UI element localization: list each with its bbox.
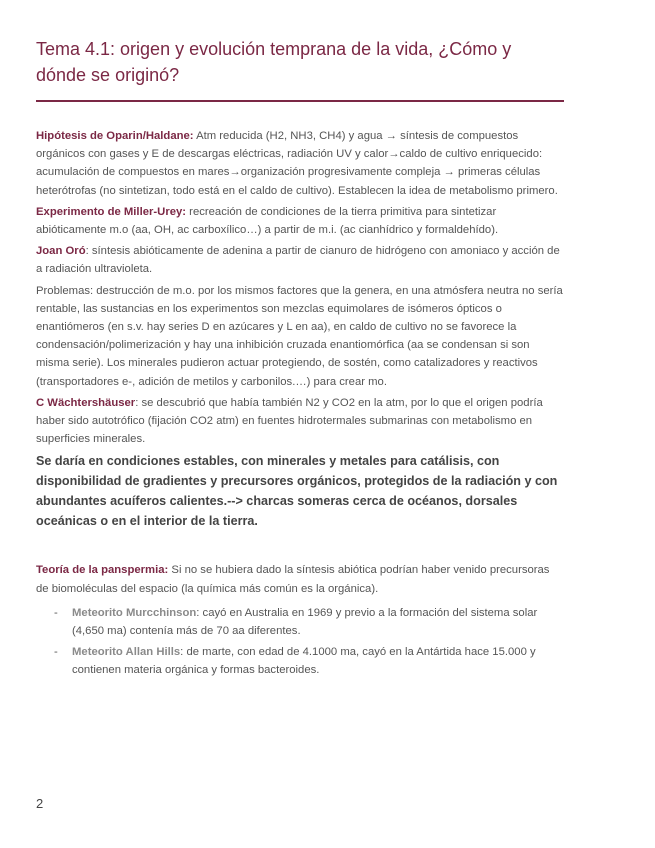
oro-text: : síntesis abióticamente de adenina a partir de cianuro de hidrógeno con amoniaco y acción de a radiación ultravioleta. bbox=[36, 245, 560, 276]
panspermia-heading: Teoría de la panspermia: bbox=[36, 564, 169, 577]
document-body bbox=[36, 127, 564, 683]
paragraph-conclusion: Se daría en condiciones estables, con minerales y metales para catálisis, con disponibilidad de gradientes y precursores orgánicos, protegidos de la radiación y con abundantes acuíferos calientes.--> charcas someras cerca de océanos, dorsales oceánicas o en el interior de la tierra. bbox=[36, 454, 558, 529]
list-item-meteorite-allan-hills bbox=[36, 643, 564, 679]
list-bullet: - bbox=[54, 646, 58, 659]
paragraph-panspermia bbox=[36, 561, 564, 597]
paragraph-oro bbox=[36, 242, 564, 278]
meteorite-name: Meteorito Murcchinson bbox=[72, 606, 197, 619]
paragraph-miller bbox=[36, 203, 564, 239]
meteorite-list bbox=[36, 604, 564, 680]
page-number: 2 bbox=[36, 796, 44, 811]
list-item-meteorite-murchison bbox=[36, 604, 564, 640]
oparin-heading: Hipótesis de Oparin/Haldane: bbox=[36, 130, 194, 142]
meteorite-name: Meteorito Allan Hills bbox=[72, 646, 181, 659]
meteorite-text: : cayó en Australia en 1969 y previo a la formación del sistema solar (4,650 ma) contenía más de 70 aa diferentes. bbox=[72, 606, 538, 638]
oro-heading: Joan Oró bbox=[36, 245, 86, 258]
meteorite-text: : de marte, con edad de 4.1000 ma, cayó en la Antártida hace 15.000 y contienen materia orgánica y formas bacteroides. bbox=[72, 646, 536, 677]
paragraph-oparin bbox=[36, 127, 564, 200]
wachtershauser-text: : se descubrió que había también N2 y CO2 en la atm, por lo que el origen podría haber sido autotrófico (fijación CO2 atm) en fuentes hidrotermales submarinas con metabolismo en superficies minerales. bbox=[36, 396, 543, 446]
oparin-text: Atm reducida (H2, NH3, CH4) y agua → síntesis de compuestos orgánicos con gases y E de descargas eléctricas, radiación UV y calor→caldo de cultivo enriquecido: acumulación de compuestos en mares→organización progresivamente compleja → primeras células heterótrofas (no sintetizan, todo está en el caldo de cultivo). Establecen la idea de metabolismo primero. bbox=[36, 130, 558, 197]
paragraph-problemas: Problemas: destrucción de m.o. por los mismos factores que la genera, en una atmósfera neutra no sería rentable, las sustancias en los experimentos son mezclas equimolares de isómeros ópticos o enantiómeros (en s.v. hay series D en azúcares y L en aa), en caldo de cultivo no se favorece la condensación/polimerización y hay una inhibición cruzada enantiomórfica (aa se condensan si son misma serie). Los minerales pudieron actuar protegiendo, de sostén, como catalizadores y reactivos (transportadores e-, adición de metilos y carbonilos.…) para crear mo. bbox=[36, 284, 563, 388]
wachtershauser-heading: C Wächtershäuser bbox=[36, 396, 136, 409]
page-title: Tema 4.1: origen y evolución temprana de la vida, ¿Cómo y dónde se originó? bbox=[36, 39, 512, 85]
title-divider bbox=[36, 100, 564, 102]
list-bullet: - bbox=[54, 606, 58, 619]
miller-heading: Experimento de Miller-Urey: bbox=[36, 205, 187, 218]
paragraph-wachtershauser bbox=[36, 394, 564, 449]
panspermia-text: Si no se hubiera dado la síntesis abiótica podrían haber venido precursoras de biomoléculas del espacio (la química más común es la orgánica). bbox=[36, 564, 550, 595]
miller-text: recreación de condiciones de la tierra primitiva para sintetizar abióticamente m.o (aa, OH, ac carboxílico…) a partir de m.i. (ac cianhídrico y formaldehído). bbox=[36, 205, 499, 237]
